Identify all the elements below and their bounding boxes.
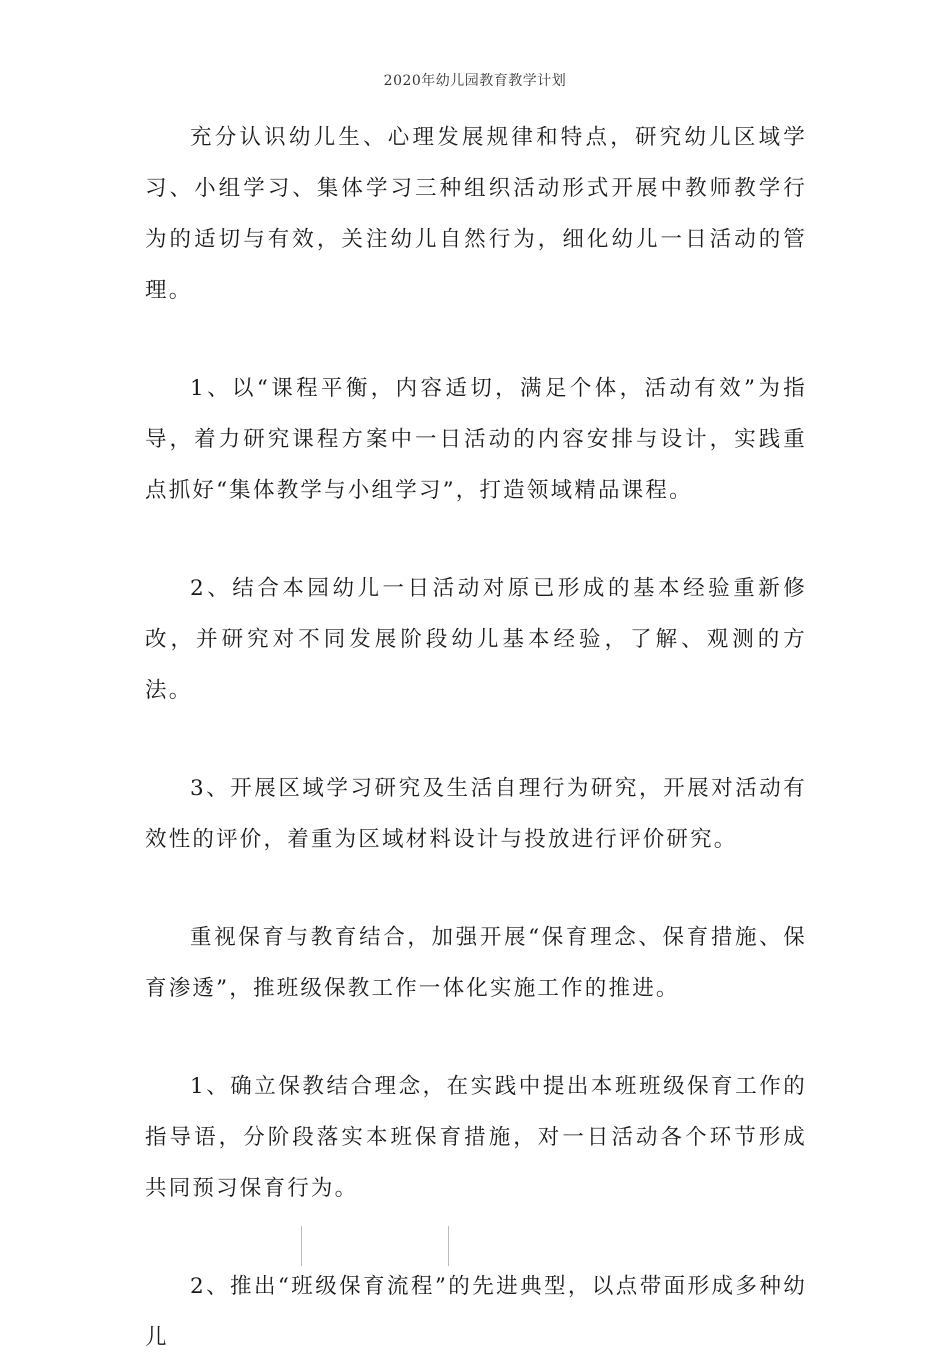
page-footer-marker [301,1226,449,1266]
paragraph-item-3: 3、开展区域学习研究及生活自理行为研究，开展对活动有效性的评价，着重为区域材料设计与投放进行评价研究。 [145,776,807,852]
document-body [145,112,807,1363]
paragraph-care-item-1: 1、确立保教结合理念，在实践中提出本班班级保育工作的指导语，分阶段落实本班保育措施，对一日活动各个环节形成共同预习保育行为。 [145,1074,807,1201]
paragraph-intro: 充分认识幼儿生、心理发展规律和特点，研究幼儿区域学习、小组学习、集体学习三种组织活动形式开展中教师教学行为的适切与有效，关注幼儿自然行为，细化幼儿一日活动的管理。 [145,125,807,303]
page-header-title: 2020年幼儿园教育教学计划 [383,73,567,89]
paragraph-care-education: 重视保育与教育结合，加强开展“保育理念、保育措施、保育渗透”，推班级保教工作一体化实施工作的推进。 [145,925,807,1001]
paragraph-item-1: 1、以“课程平衡，内容适切，满足个体，活动有效”为指导，着力研究课程方案中一日活动的内容安排与设计，实践重点抓好“集体教学与小组学习”，打造领域精品课程。 [145,376,807,503]
paragraph-care-item-2: 2、推出“班级保育流程”的先进典型，以点带面形成多种幼儿 [145,1274,807,1350]
paragraph-item-2: 2、结合本园幼儿一日活动对原已形成的基本经验重新修改，并研究对不同发展阶段幼儿基本经验，了解、观测的方法。 [145,576,807,703]
